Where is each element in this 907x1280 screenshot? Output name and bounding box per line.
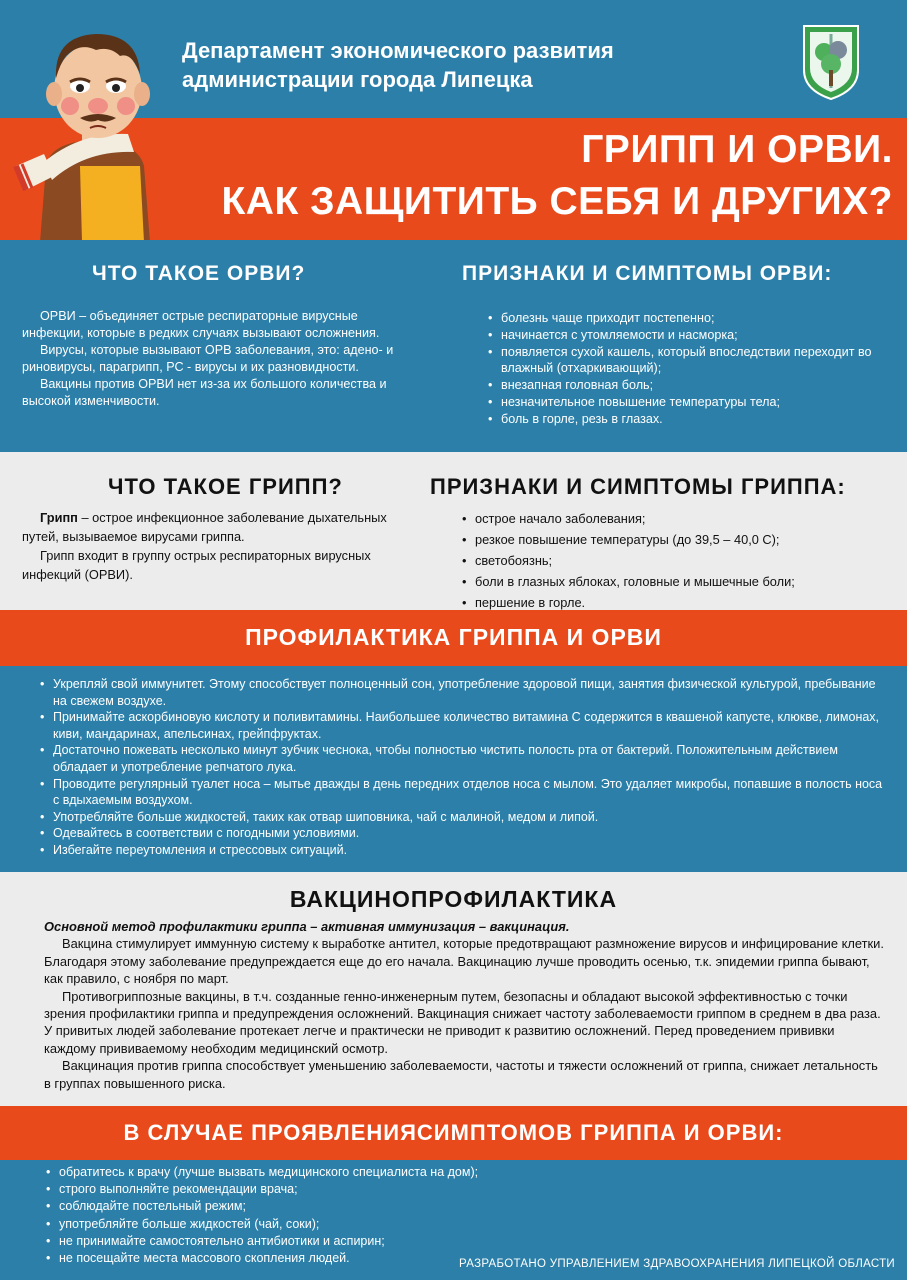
flu-symptoms-list [462,508,892,613]
vaccination-text [44,918,886,1092]
sick-man-illustration [10,16,180,242]
list-item: • резкое повышение температуры (до 39,5 – 40,0 С); [462,529,892,550]
flu-symptoms-heading: ПРИЗНАКИ И СИМПТОМЫ ГРИППА: [430,474,846,499]
vaccination-paragraph: Вакцинация против гриппа способствует уменьшению заболеваемости, частоты и тяжести осложнений от гриппа, снижает летальность в группах повышенного риска. [44,1058,878,1091]
department-line-1: Департамент экономического развития [182,38,614,63]
department-line-2: администрации города Липецка [182,67,533,92]
list-item: • строго выполняйте рекомендации врача; [46,1181,566,1198]
list-item: • внезапная головная боль; [488,377,893,394]
list-item: • Достаточно пожевать несколько минут зубчик чеснока, чтобы полностью чистить полость рта от бактерий. Положительным действием обладает и употребление репчатого лука. [40,742,890,775]
vaccination-lead: Основной метод профилактики гриппа – активная иммунизация – вакцинация. [44,919,570,934]
orvi-heading: ЧТО ТАКОЕ ОРВИ? [92,262,306,285]
flu-term: Грипп [40,510,78,525]
symptoms-case-heading: В СЛУЧАЕ ПРОЯВЛЕНИЯСИМПТОМОВ ГРИППА И ОРВИ: [123,1120,784,1145]
orvi-symptoms-list [488,310,893,428]
orvi-paragraph: ОРВИ – объединяет острые респираторные вирусные инфекции, которые в редких случаях вызывают осложнения. [22,309,380,340]
vaccination-paragraph: Вакцина стимулирует иммунную систему к выработке антител, которые предотвращают размножение вирусов и инфицирование клетки. Благодаря этому заболевание предупреждается еще до его начала. Вакцинацию лучше проводить осенью, т.к. эпидемии гриппа бывают, как правило, с ноября по март. [44,936,884,987]
list-item: • Употребляйте больше жидкостей, таких как отвар шиповника, чай с малиной, медом и липой. [40,809,890,826]
list-item: • болезнь чаще приходит постепенно; [488,310,893,327]
footer-credit: РАЗРАБОТАНО УПРАВЛЕНИЕМ ЗДРАВООХРАНЕНИЯ ЛИПЕЦКОЙ ОБЛАСТИ [459,1258,895,1270]
list-item: • Принимайте аскорбиновую кислоту и поливитамины. Наибольшее количество витамина С содержится в квашеной капусте, клюкве, лимонах, киви, мандаринах, апельсинах, грейпфруктах. [40,709,890,742]
list-item: • не принимайте самостоятельно антибиотики и аспирин; [46,1233,566,1250]
list-item: • першение в горле. [462,592,892,613]
vaccination-paragraph: Противогриппозные вакцины, в т.ч. созданные генно-инженерным путем, безопасны и обладают высокой эффективностью с точки зрения профилактики гриппа и предупреждения осложнений. Вакцинация снижает частоту заболеваемости гриппом в среднем в два раза. У привитых людей заболевание протекает легче и практически не приводит к развитию осложнений. Перед проведением прививки каждому прививаемому необходим медицинский осмотр. [44,988,881,1056]
flu-paragraph: Грипп входит в группу острых респираторных вирусных инфекций (ОРВИ). [22,548,371,582]
page-title-line-2: КАК ЗАЩИТИТЬ СЕБЯ И ДРУГИХ? [221,180,893,223]
flu-paragraph [22,508,422,546]
list-item: • Избегайте переутомления и стрессовых ситуаций. [40,842,890,859]
list-item: • соблюдайте постельный режим; [46,1198,566,1215]
symptoms-case-list [46,1164,566,1267]
list-item: • употребляйте больше жидкостей (чай, соки); [46,1216,566,1233]
list-item: • обратитесь к врачу (лучше вызвать медицинского специалиста на дом); [46,1164,566,1181]
list-item: • начинается с утомляемости и насморка; [488,327,893,344]
orvi-paragraph: Вакцины против ОРВИ нет из-за их большого количества и высокой изменчивости. [22,377,387,408]
prevention-list [40,676,890,859]
page-title-line-1: ГРИПП И ОРВИ. [581,128,893,171]
flu-heading: ЧТО ТАКОЕ ГРИПП? [108,474,343,499]
flu-definition: – острое инфекционное заболевание дыхательных путей, вызываемое вирусами гриппа. [22,510,387,544]
list-item: • острое начало заболевания; [462,508,892,529]
orvi-paragraph: Вирусы, которые вызывают ОРВ заболевания, это: адено- и риновирусы, парагрипп, РС - вирусы и их разновидности. [22,343,394,374]
list-item: • боль в горле, резь в глазах. [488,411,893,428]
orvi-symptoms-heading: ПРИЗНАКИ И СИМПТОМЫ ОРВИ: [462,262,833,285]
list-item: • незначительное повышение температуры тела; [488,394,893,411]
list-item: • появляется сухой кашель, который впоследствии переходит во влажный (отхаркивающий); [488,344,893,378]
list-item: • Проводите регулярный туалет носа – мытье дважды в день передних отделов носа с мылом. Это удаляет микробы, попавшие в полость носа с вдыхаемым воздухом. [40,776,890,809]
lipetsk-coat-of-arms-icon [800,22,862,102]
orvi-description [22,308,422,410]
list-item: • не посещайте места массового скопления людей. [46,1250,566,1267]
prevention-heading: ПРОФИЛАКТИКА ГРИППА И ОРВИ [245,624,662,650]
flu-description [22,508,422,584]
list-item: • боли в глазных яблоках, головные и мышечные боли; [462,571,892,592]
vaccination-heading: ВАКЦИНОПРОФИЛАКТИКА [289,886,618,912]
list-item: • Укрепляй свой иммунитет. Этому способствует полноценный сон, употребление здоровой пищи, занятия физической культурой, пребывание на свежем воздухе. [40,676,890,709]
list-item: • светобоязнь; [462,550,892,571]
department-name [182,36,782,94]
list-item: • Одевайтесь в соответствии с погодными условиями. [40,825,890,842]
